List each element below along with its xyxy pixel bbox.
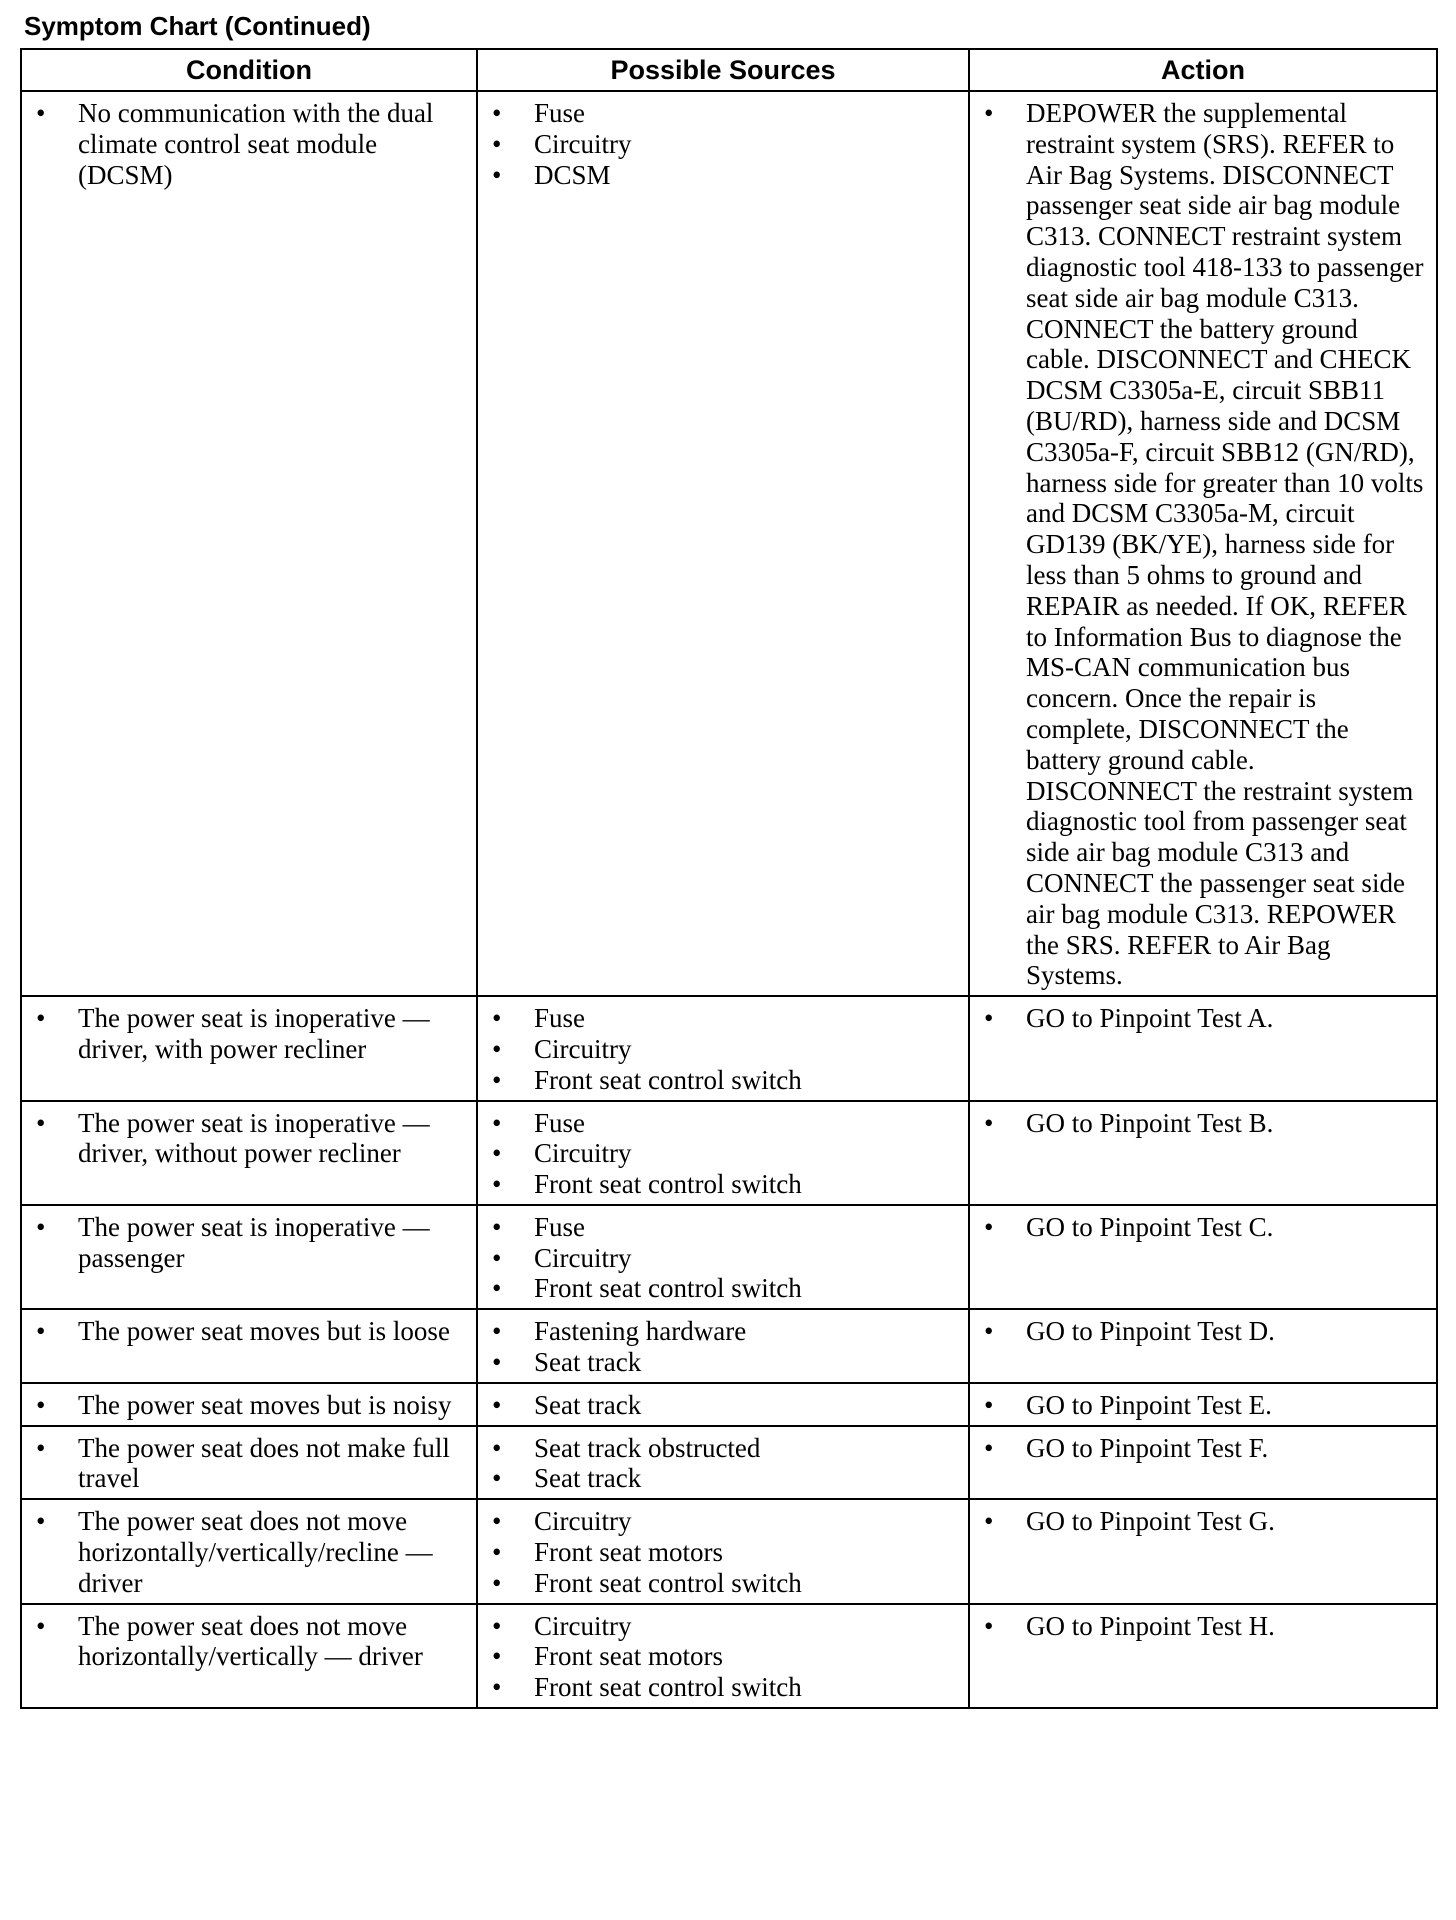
- header-possible-sources: Possible Sources: [477, 49, 969, 91]
- condition-text: • No communication with the dual climate control seat module (DCSM): [32, 98, 466, 190]
- action-text: • GO to Pinpoint Test C.: [980, 1212, 1426, 1243]
- possible-sources-cell: [477, 1205, 969, 1309]
- condition-text: • The power seat moves but is loose: [32, 1316, 466, 1347]
- condition-cell: [21, 1604, 477, 1708]
- action-text: • GO to Pinpoint Test D.: [980, 1316, 1426, 1347]
- table-row: [21, 996, 1437, 1100]
- source-item: • Front seat control switch: [488, 1169, 958, 1200]
- condition-text: • The power seat does not move horizontally/vertically/recline — driver: [32, 1506, 466, 1598]
- condition-cell: [21, 1426, 477, 1500]
- action-cell: [969, 1205, 1437, 1309]
- source-item: • Seat track: [488, 1390, 958, 1421]
- condition-cell: [21, 1383, 477, 1426]
- possible-sources-cell: [477, 1101, 969, 1205]
- condition-cell: [21, 996, 477, 1100]
- table-row: [21, 91, 1437, 996]
- table-row: [21, 1499, 1437, 1603]
- source-item: • Front seat control switch: [488, 1672, 958, 1703]
- condition-text: • The power seat does not make full travel: [32, 1433, 466, 1495]
- source-item: • Seat track obstructed: [488, 1433, 958, 1464]
- possible-sources-cell: [477, 1604, 969, 1708]
- action-cell: [969, 1383, 1437, 1426]
- source-item: • Fuse: [488, 98, 958, 129]
- action-cell: [969, 996, 1437, 1100]
- action-text: • DEPOWER the supplemental restraint system (SRS). REFER to Air Bag Systems. DISCONNECT passenger seat side air bag module C313. CONNECT restraint system diagnostic tool 418-133 to passenger seat side air bag module C313. CONNECT the battery ground cable. DISCONNECT and CHECK DCSM C3305a-E, circuit SBB11 (BU/RD), harness side and DCSM C3305a-F, circuit SBB12 (GN/RD), harness side for greater than 10 volts and DCSM C3305a-M, circuit GD139 (BK/YE), harness side for less than 5 ohms to ground and REPAIR as needed. If OK, REFER to Information Bus to diagnose the MS-CAN communication bus concern. Once the repair is complete, DISCONNECT the battery ground cable. DISCONNECT the restraint system diagnostic tool from passenger seat side air bag module C313 and CONNECT the passenger seat side air bag module C313. REPOWER the SRS. REFER to Air Bag Systems.: [980, 98, 1426, 991]
- table-row: [21, 1383, 1437, 1426]
- action-cell: [969, 1499, 1437, 1603]
- header-action: Action: [969, 49, 1437, 91]
- source-item: • Front seat motors: [488, 1537, 958, 1568]
- table-row: [21, 1101, 1437, 1205]
- possible-sources-cell: [477, 1309, 969, 1383]
- source-item: • Circuitry: [488, 1611, 958, 1642]
- condition-cell: [21, 1499, 477, 1603]
- source-item: • Seat track: [488, 1347, 958, 1378]
- source-item: • Front seat motors: [488, 1641, 958, 1672]
- condition-cell: [21, 1205, 477, 1309]
- source-item: • DCSM: [488, 160, 958, 191]
- possible-sources-cell: [477, 996, 969, 1100]
- source-item: • Front seat control switch: [488, 1065, 958, 1096]
- symptom-table: [20, 48, 1438, 1709]
- action-text: • GO to Pinpoint Test G.: [980, 1506, 1426, 1537]
- action-text: • GO to Pinpoint Test F.: [980, 1433, 1426, 1464]
- source-item: • Circuitry: [488, 1243, 958, 1274]
- table-row: [21, 1205, 1437, 1309]
- table-row: [21, 1604, 1437, 1708]
- action-cell: [969, 91, 1437, 996]
- chart-title: Symptom Chart (Continued): [24, 11, 371, 41]
- action-cell: [969, 1101, 1437, 1205]
- source-item: • Circuitry: [488, 129, 958, 160]
- condition-text: • The power seat moves but is noisy: [32, 1390, 466, 1421]
- possible-sources-cell: [477, 1499, 969, 1603]
- action-text: • GO to Pinpoint Test H.: [980, 1611, 1426, 1642]
- document-page: [20, 8, 1436, 1709]
- action-text: • GO to Pinpoint Test B.: [980, 1108, 1426, 1139]
- source-item: • Front seat control switch: [488, 1568, 958, 1599]
- source-item: • Front seat control switch: [488, 1273, 958, 1304]
- condition-cell: [21, 1309, 477, 1383]
- action-text: • GO to Pinpoint Test E.: [980, 1390, 1426, 1421]
- possible-sources-cell: [477, 1383, 969, 1426]
- action-cell: [969, 1604, 1437, 1708]
- header-condition: Condition: [21, 49, 477, 91]
- action-text: • GO to Pinpoint Test A.: [980, 1003, 1426, 1034]
- condition-text: • The power seat is inoperative — passenger: [32, 1212, 466, 1274]
- table-row: [21, 1426, 1437, 1500]
- condition-cell: [21, 91, 477, 996]
- condition-cell: [21, 1101, 477, 1205]
- condition-text: • The power seat does not move horizontally/vertically — driver: [32, 1611, 466, 1673]
- possible-sources-cell: [477, 91, 969, 996]
- source-item: • Seat track: [488, 1463, 958, 1494]
- source-item: • Fuse: [488, 1108, 958, 1139]
- source-item: • Circuitry: [488, 1034, 958, 1065]
- possible-sources-cell: [477, 1426, 969, 1500]
- table-row: [21, 1309, 1437, 1383]
- source-item: • Fuse: [488, 1212, 958, 1243]
- condition-text: • The power seat is inoperative — driver, without power recliner: [32, 1108, 466, 1170]
- action-cell: [969, 1426, 1437, 1500]
- header-row: [21, 49, 1437, 91]
- source-item: • Fuse: [488, 1003, 958, 1034]
- source-item: • Circuitry: [488, 1506, 958, 1537]
- action-cell: [969, 1309, 1437, 1383]
- condition-text: • The power seat is inoperative — driver, with power recliner: [32, 1003, 466, 1065]
- source-item: • Fastening hardware: [488, 1316, 958, 1347]
- source-item: • Circuitry: [488, 1138, 958, 1169]
